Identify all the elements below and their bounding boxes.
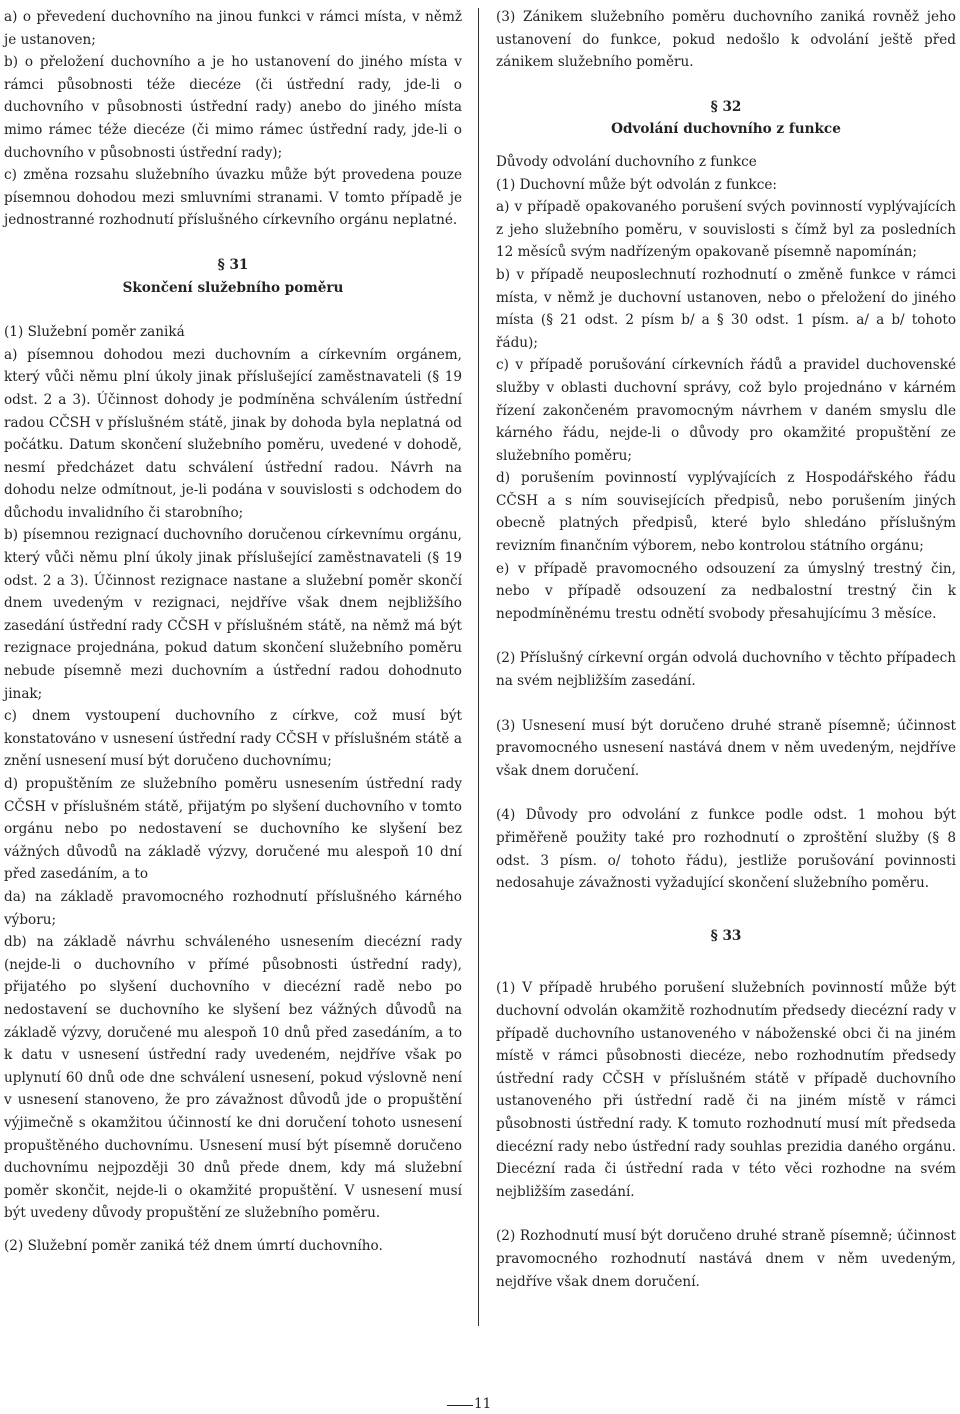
section-31-title: Skončení služebního poměru bbox=[122, 279, 344, 296]
s32-paragraph-b: b) v případě neuposlechnutí rozhodnutí o změně funkce v rámci místa, v němž je duchovní ustanoven, nebo o přeložení do jiného místa (§ 21 odst. 2 písm b/ a § 30 odst. 1 písm. a/ a b/ tohoto řádu); bbox=[496, 266, 956, 351]
paragraph-left-intro-a: a) o převedení duchovního na jinou funkci v rámci místa, v němž je ustanoven; bbox=[4, 9, 462, 48]
s32-paragraph-d: d) porušením povinností vyplývajících z Hospodářského řádu CČSH a s ním souvisejících předpisů, nebo porušením jiných obecně platných předpisů, které bylo shledáno příslušným revizním finančním výborem, nebo kontrolou státního orgánu; bbox=[496, 470, 956, 555]
s31-paragraph-1: (1) Služební poměr zaniká bbox=[4, 324, 185, 341]
s32-paragraph-2: (2) Příslušný církevní orgán odvolá duchovního v těchto případech na svém nejbližším zasedání. bbox=[496, 650, 956, 690]
paragraph-left-intro-b: b) o přeložení duchovního a je ho ustanovení do jiného místa v rámci působnosti téže diecéze (či ústřední rady, jde-li o duchovního v působnosti ústřední rady) anebo do jiného místa mimo rámec téže diecéze (či mimo rámec ústřední rady, jde-li o duchovního v působnosti ústřední rady); bbox=[4, 54, 462, 161]
footer-rule bbox=[447, 1405, 473, 1406]
section-32-title: Odvolání duchovního z funkce bbox=[611, 121, 841, 138]
section-31-heading bbox=[4, 254, 462, 299]
left-column bbox=[4, 6, 462, 1257]
s32-paragraph-4: (4) Důvody pro odvolání z funkce podle odst. 1 mohou být přiměřeně použity také pro rozhodnutí o zproštění služby (§ 8 odst. 3 písm. o/ tohoto řádu), jestliže porušování povinnosti nedosahuje závažnosti vyžadující skončení služebního poměru. bbox=[496, 807, 956, 892]
paragraph-left-intro-c: c) změna rozsahu služebního úvazku může být provedena pouze písemnou dohodou mezi smluvními stranami. V tomto případě je jednostranné rozhodnutí příslušného církevního orgánu neplatné. bbox=[4, 167, 462, 229]
s31-paragraph-2: (2) Služební poměr zaniká též dnem úmrtí duchovního. bbox=[4, 1237, 383, 1254]
s31-paragraph-b: b) písemnou rezignací duchovního doručenou církevnímu orgánu, který vůči němu plní úkoly jinak příslušející zaměstnavateli (§ 19 odst. 2 a 3). Účinnost rezignace nastane a služební poměr skončí dnem uvedeným v rezignaci, nejdříve však dnem nejbližšího zasedání ústřední rady CČSH v příslušném státě, na němž má být rezignace projednána, pokud datum skončení služebního poměru nebude písemně mezi duchovním a ústřední radou dohodnuto jinak; bbox=[4, 527, 462, 702]
section-33-heading bbox=[496, 925, 956, 948]
s32-paragraph-3: (3) Usnesení musí být doručeno druhé straně písemně; účinnost pravomocného usnesení nastává dnem v něm uvedeným, nejdříve však dnem doručení. bbox=[496, 717, 956, 779]
s31-paragraph-da: da) na základě pravomocného rozhodnutí příslušného kárného výboru; bbox=[4, 888, 462, 928]
page-number: 11 bbox=[474, 1396, 492, 1412]
s31-paragraph-db: db) na základě návrhu schváleného usnesením diecézní rady (nejde-li o duchovního v přímé působnosti ústřední rady), přijatého po slyšení duchovního v diecézní radě nebo po nedostavení se duchovního ke slyšení bez vážných důvodů na základě výzvy, doručené mu alespoň 10 dnů před zasedáním, a to k datu v usnesení ústřední rady uvedeném, nejdříve však po uplynutí 60 dnů ode dne schválení usnesení, pokud výslovně není v usnesení stanoveno, že pro závažnost důvodů jde o propuštění výjimečně s okamžitou účinností ke dni doručení tohoto usnesení propuštěného duchovnímu. Usnesení musí být písemně doručeno duchovnímu nejpozději 30 dnů přede dnem, kdy má služební poměr skončit, nejde-li o okamžité propuštění. V usnesení musí být uvedeny důvody propuštění ze služebního poměru. bbox=[4, 934, 462, 1222]
section-32-number: § 32 bbox=[710, 98, 742, 115]
s32-paragraph-c: c) v případě porušování církevních řádů a pravidel duchovenské služby v oblasti duchovní správy, což bylo projednáno v kárném řízení zakončeném pravomocným návrhem v daném smyslu dle kárného řádu, nejde-li o důvody pro okamžité propuštění ze služebního poměru; bbox=[496, 357, 956, 464]
s33-paragraph-1: (1) V případě hrubého porušení služebních povinností může být duchovní odvolán okamžitě rozhodnutím předsedy diecézní rady v případě duchovního ustanoveného v náboženské obci či na jiném místě v rámci působnosti diecéze, nebo rozhodnutím předsedy ústřední rady CČSH v příslušném státě v případě duchovního ustanoveného při ústřední radě či na jiném místě v rámci působnosti ústřední rady. K tomuto rozhodnutí musí mít předseda diecézní rady nebo ústřední rady souhlas prezidia daného orgánu. Diecézní rada či ústřední rada v této věci rozhodne na svém nejbližším zasedání. bbox=[496, 980, 956, 1200]
s32-paragraph-a: a) v případě opakovaného porušení svých povinností vyplývajících z jeho služebního poměru, v souvislosti s čímž byl za posledních 12 měsíců svým nadřízeným opakovaně písemně napomínán; bbox=[496, 199, 956, 261]
page-footer bbox=[0, 1394, 960, 1414]
s32-lead: Důvody odvolání duchovního z funkce bbox=[496, 153, 757, 170]
s32-paragraph-1: (1) Duchovní může být odvolán z funkce: bbox=[496, 176, 778, 193]
right-column bbox=[496, 6, 956, 1293]
section-33-number: § 33 bbox=[710, 927, 742, 944]
section-32-heading bbox=[496, 96, 956, 141]
s31-paragraph-a: a) písemnou dohodou mezi duchovním a církevním orgánem, který vůči němu plní úkoly jinak příslušející zaměstnavateli (§ 19 odst. 2 a 3). Účinnost dohody je podmíněna schválením ústřední radou CČSH v příslušném státě, jinak by dohoda byla neplatná od počátku. Datum skončení služebního poměru, uvedené v dohodě, nesmí předcházet datu schválení ústřední radou. Návrh na dohodu nelze odmítnout, je-li podána v souvislosti s odchodem do důchodu invalidního či starobního; bbox=[4, 346, 462, 521]
s31-paragraph-c: c) dnem vystoupení duchovního z církve, což musí být konstatováno v usnesení ústřední rady CČSH v příslušném státě a znění usnesení musí být doručeno duchovnímu; bbox=[4, 708, 462, 770]
s33-paragraph-2: (2) Rozhodnutí musí být doručeno druhé straně písemně; účinnost pravomocného rozhodnutí nastává dnem v něm uvedeným, nejdříve však dnem doručení. bbox=[496, 1228, 956, 1290]
section-31-number: § 31 bbox=[217, 256, 249, 273]
s31-paragraph-d: d) propuštěním ze služebního poměru usnesením ústřední rady CČSH v příslušném státě, přijatým po slyšení duchovního v tomto orgánu nebo po nedostavení se duchovního ke slyšení bez vážných důvodů na základě výzvy, doručené mu alespoň 10 dní před zasedáním, a to bbox=[4, 776, 462, 883]
column-divider bbox=[478, 8, 479, 1326]
s32-paragraph-e: e) v případě pravomocného odsouzení za úmyslný trestný čin, nebo v případě odsouzení za nedbalostní trestný čin k nepodmíněnému trestu odnětí svobody přesahujícímu 3 měsíce. bbox=[496, 560, 956, 622]
paragraph-right-intro-3: (3) Zánikem služebního poměru duchovního zaniká rovněž jeho ustanovení do funkce, pokud nedošlo k odvolání ještě před zánikem služebního poměru. bbox=[496, 9, 956, 71]
